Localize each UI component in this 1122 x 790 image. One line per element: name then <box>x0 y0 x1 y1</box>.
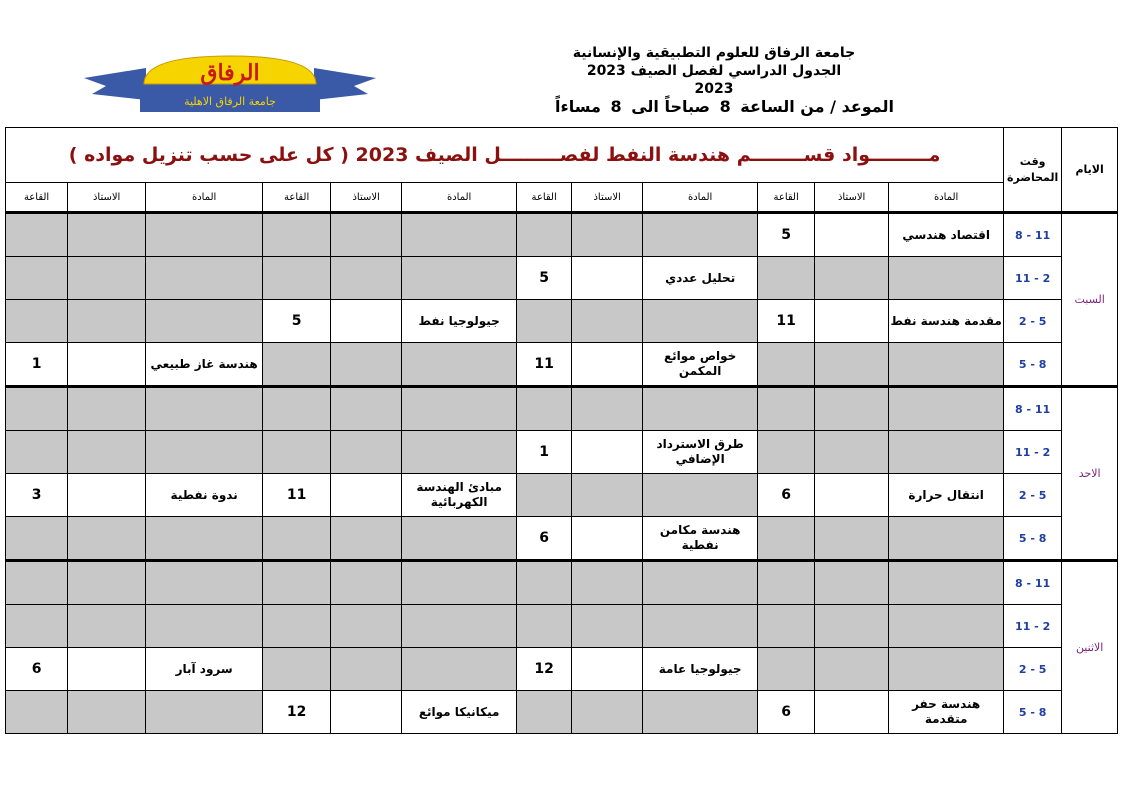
subject-cell <box>402 387 517 431</box>
time-slot-cell: 5 - 8 <box>1004 517 1062 561</box>
subject-cell <box>146 257 263 300</box>
subject-cell: جيولوجيا عامة <box>643 648 758 691</box>
room-cell <box>6 257 68 300</box>
subject-header: المادة <box>643 183 758 213</box>
subject-cell <box>402 561 517 605</box>
room-cell: 6 <box>758 474 815 517</box>
room-cell: 11 <box>263 474 331 517</box>
subject-header: المادة <box>402 183 517 213</box>
room-cell <box>6 431 68 474</box>
teacher-cell <box>815 517 889 561</box>
subject-cell <box>889 517 1004 561</box>
room-cell <box>517 561 572 605</box>
subject-cell <box>146 387 263 431</box>
teacher-cell <box>572 648 643 691</box>
subject-cell: اقتصاد هندسي <box>889 213 1004 257</box>
room-cell <box>263 605 331 648</box>
teacher-cell <box>331 257 402 300</box>
time-end: 8 <box>610 97 622 116</box>
logo-banner-left <box>84 68 146 100</box>
teacher-cell <box>68 648 146 691</box>
teacher-cell <box>572 517 643 561</box>
teacher-cell <box>815 605 889 648</box>
document-header <box>534 44 894 98</box>
room-header: القاعة <box>758 183 815 213</box>
teacher-cell <box>572 300 643 343</box>
room-cell: 12 <box>517 648 572 691</box>
teacher-header: الاستاذ <box>572 183 643 213</box>
room-cell: 11 <box>758 300 815 343</box>
time-label: الموعد / من الساعة <box>740 97 894 116</box>
time-header: وقت المحاضرة <box>1004 128 1062 213</box>
room-cell: 6 <box>517 517 572 561</box>
schedule-row <box>6 387 1118 431</box>
room-cell <box>6 561 68 605</box>
room-cell <box>263 517 331 561</box>
teacher-cell <box>572 213 643 257</box>
room-header: القاعة <box>6 183 68 213</box>
room-cell <box>6 691 68 734</box>
subject-cell: ميكانيكا موائع <box>402 691 517 734</box>
room-cell <box>517 387 572 431</box>
subject-cell <box>402 605 517 648</box>
teacher-cell <box>68 691 146 734</box>
subject-cell: خواص موائع المكمن <box>643 343 758 387</box>
teacher-cell <box>68 474 146 517</box>
room-cell: 12 <box>263 691 331 734</box>
room-cell <box>758 387 815 431</box>
teacher-cell <box>68 257 146 300</box>
teacher-cell <box>572 474 643 517</box>
time-slot-cell: 2 - 5 <box>1004 474 1062 517</box>
subject-cell: جيولوجيا نفط <box>402 300 517 343</box>
subject-cell <box>643 300 758 343</box>
teacher-cell <box>68 431 146 474</box>
room-cell <box>6 605 68 648</box>
room-cell <box>758 517 815 561</box>
time-slot-cell: 2 - 5 <box>1004 300 1062 343</box>
subject-cell <box>643 474 758 517</box>
teacher-cell <box>68 561 146 605</box>
subject-cell <box>889 648 1004 691</box>
teacher-cell <box>815 561 889 605</box>
column-header-row <box>6 183 1118 213</box>
room-cell: 5 <box>263 300 331 343</box>
room-cell <box>263 343 331 387</box>
subject-cell <box>889 605 1004 648</box>
schedule-row <box>6 648 1118 691</box>
teacher-cell <box>68 213 146 257</box>
room-cell <box>6 213 68 257</box>
schedule-row <box>6 300 1118 343</box>
subject-cell <box>402 431 517 474</box>
teacher-cell <box>815 213 889 257</box>
subject-cell <box>402 648 517 691</box>
teacher-cell <box>815 257 889 300</box>
schedule-row <box>6 605 1118 648</box>
subject-cell: تحليل عددي <box>643 257 758 300</box>
room-cell <box>263 561 331 605</box>
teacher-cell <box>68 517 146 561</box>
teacher-cell <box>331 300 402 343</box>
teacher-cell <box>572 561 643 605</box>
room-cell <box>263 648 331 691</box>
subject-header: المادة <box>889 183 1004 213</box>
subject-cell: هندسة غاز طبيعي <box>146 343 263 387</box>
subject-cell <box>402 343 517 387</box>
subject-cell: مبادئ الهندسة الكهربائية <box>402 474 517 517</box>
subject-cell <box>889 257 1004 300</box>
table-title: مـــــــــواد قســــــــم هندسة النفط لفصـــــــــل الصيف 2023 ( كل على حسب تنزيل مواده ) <box>6 128 1004 183</box>
university-logo <box>84 54 376 116</box>
room-cell <box>517 300 572 343</box>
day-cell: السبت <box>1062 213 1118 387</box>
teacher-cell <box>68 343 146 387</box>
teacher-cell <box>331 561 402 605</box>
days-header: الايام <box>1062 128 1118 213</box>
schedule-row <box>6 343 1118 387</box>
time-slot-cell: 11 - 2 <box>1004 431 1062 474</box>
room-cell <box>517 213 572 257</box>
room-cell <box>758 648 815 691</box>
room-cell <box>6 300 68 343</box>
teacher-cell <box>815 691 889 734</box>
teacher-cell <box>572 257 643 300</box>
subject-cell: مقدمة هندسة نفط <box>889 300 1004 343</box>
schedule-row <box>6 474 1118 517</box>
schedule-row <box>6 691 1118 734</box>
schedule-title: الجدول الدراسي لفصل الصيف 2023 <box>586 63 842 79</box>
room-cell <box>517 474 572 517</box>
subject-cell <box>889 387 1004 431</box>
teacher-cell <box>815 387 889 431</box>
subject-cell <box>146 213 263 257</box>
teacher-cell <box>815 474 889 517</box>
teacher-cell <box>331 474 402 517</box>
subject-cell <box>146 605 263 648</box>
teacher-cell <box>331 343 402 387</box>
logo-title: الرفاق <box>200 60 260 86</box>
room-cell <box>758 343 815 387</box>
subject-cell <box>643 561 758 605</box>
subject-cell: طرق الاسترداد الإضافي <box>643 431 758 474</box>
room-cell: 1 <box>517 431 572 474</box>
subject-cell <box>643 605 758 648</box>
logo-banner-right <box>314 68 376 100</box>
subject-cell <box>643 213 758 257</box>
subject-cell: ندوة نفطية <box>146 474 263 517</box>
subject-cell <box>643 691 758 734</box>
room-cell <box>263 213 331 257</box>
teacher-cell <box>331 691 402 734</box>
schedule-row <box>6 561 1118 605</box>
teacher-cell <box>68 300 146 343</box>
teacher-cell <box>572 691 643 734</box>
room-cell <box>263 431 331 474</box>
teacher-cell <box>815 431 889 474</box>
schedule-row <box>6 257 1118 300</box>
room-cell <box>758 257 815 300</box>
time-slot-cell: 8 - 11 <box>1004 561 1062 605</box>
room-header: القاعة <box>517 183 572 213</box>
room-cell <box>758 605 815 648</box>
room-cell <box>517 605 572 648</box>
time-slot-cell: 8 - 11 <box>1004 213 1062 257</box>
time-range <box>551 97 894 116</box>
time-start: 8 <box>719 97 731 116</box>
room-cell: 5 <box>517 257 572 300</box>
subject-cell <box>643 387 758 431</box>
teacher-cell <box>68 387 146 431</box>
subject-cell: هندسة مكامن نفطية <box>643 517 758 561</box>
subject-cell <box>402 517 517 561</box>
subject-cell <box>889 561 1004 605</box>
room-cell: 6 <box>6 648 68 691</box>
room-cell: 5 <box>758 213 815 257</box>
time-suffix: مساءاً <box>555 97 601 116</box>
day-cell: الاحد <box>1062 387 1118 561</box>
teacher-cell <box>572 431 643 474</box>
schedule-table <box>5 127 1118 734</box>
university-name: جامعة الرفاق للعلوم التطبيقية والإنسانية <box>572 45 856 61</box>
room-cell: 11 <box>517 343 572 387</box>
subject-cell <box>889 431 1004 474</box>
time-mid: صباحاً الى <box>631 97 710 116</box>
room-cell: 1 <box>6 343 68 387</box>
time-slot-cell: 2 - 5 <box>1004 648 1062 691</box>
room-cell <box>263 387 331 431</box>
time-slot-cell: 5 - 8 <box>1004 343 1062 387</box>
subject-header: المادة <box>146 183 263 213</box>
room-cell <box>517 691 572 734</box>
teacher-cell <box>331 648 402 691</box>
teacher-header: الاستاذ <box>331 183 402 213</box>
logo-subtitle: جامعة الرفاق الاهلية <box>184 95 276 108</box>
day-cell: الاثنين <box>1062 561 1118 734</box>
room-cell: 6 <box>758 691 815 734</box>
subject-cell <box>146 431 263 474</box>
room-cell <box>263 257 331 300</box>
time-slot-cell: 11 - 2 <box>1004 605 1062 648</box>
subject-cell <box>146 561 263 605</box>
subject-cell: هندسة حفر متقدمة <box>889 691 1004 734</box>
time-slot-cell: 5 - 8 <box>1004 691 1062 734</box>
room-cell <box>758 561 815 605</box>
room-cell <box>6 517 68 561</box>
teacher-cell <box>815 300 889 343</box>
subject-cell <box>402 257 517 300</box>
teacher-cell <box>331 605 402 648</box>
subject-cell <box>146 517 263 561</box>
teacher-cell <box>331 387 402 431</box>
subject-cell <box>889 343 1004 387</box>
teacher-cell <box>331 431 402 474</box>
subject-cell <box>402 213 517 257</box>
schedule-row <box>6 517 1118 561</box>
room-header: القاعة <box>263 183 331 213</box>
teacher-cell <box>331 517 402 561</box>
teacher-cell <box>572 387 643 431</box>
schedule-row <box>6 431 1118 474</box>
room-cell <box>6 387 68 431</box>
time-slot-cell: 8 - 11 <box>1004 387 1062 431</box>
teacher-cell <box>68 605 146 648</box>
subject-cell: سرود آبار <box>146 648 263 691</box>
time-slot-cell: 11 - 2 <box>1004 257 1062 300</box>
subject-cell: انتقال حرارة <box>889 474 1004 517</box>
teacher-cell <box>572 605 643 648</box>
teacher-cell <box>572 343 643 387</box>
teacher-header: الاستاذ <box>815 183 889 213</box>
room-cell: 3 <box>6 474 68 517</box>
schedule-year: 2023 <box>694 81 734 97</box>
teacher-header: الاستاذ <box>68 183 146 213</box>
subject-cell <box>146 300 263 343</box>
teacher-cell <box>815 648 889 691</box>
room-cell <box>758 431 815 474</box>
teacher-cell <box>331 213 402 257</box>
subject-cell <box>146 691 263 734</box>
schedule-row <box>6 213 1118 257</box>
teacher-cell <box>815 343 889 387</box>
